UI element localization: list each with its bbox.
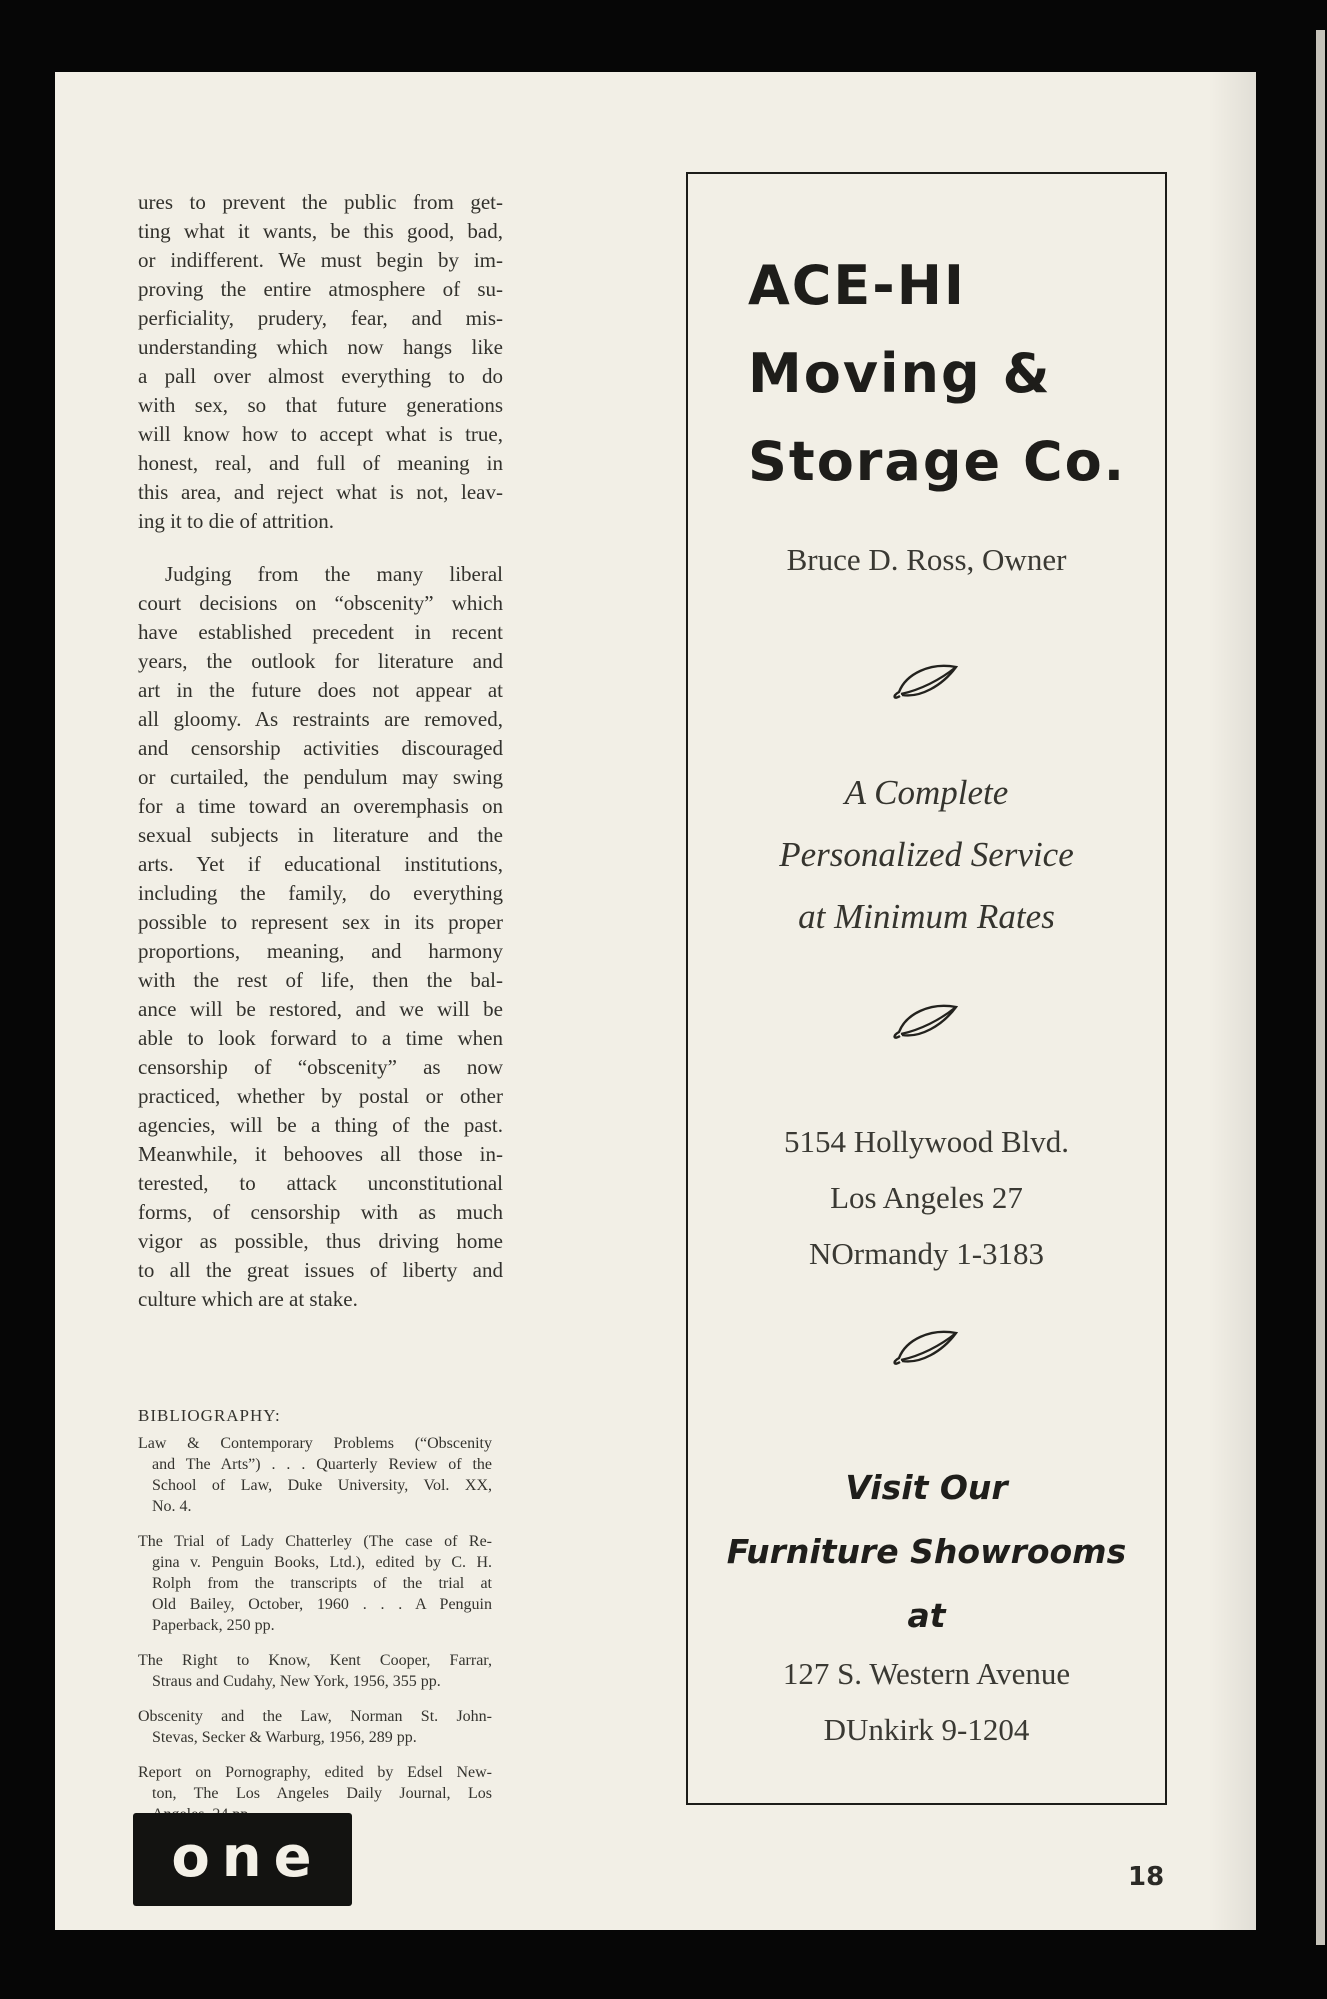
- leaf-ornament-icon: [688, 1000, 1165, 1049]
- ad-owner-line: Bruce D. Ross, Owner: [786, 542, 1067, 577]
- bibliography-entry: The Trial of Lady Chatterley (The case of Re- gina v. Penguin Books, Ltd.), edited by C. H. Rolph from the transcripts of the trial at Old Bailey, October, 1960 . . . A Penguin Paperback, 250 pp.: [138, 1533, 492, 1634]
- magazine-page: [55, 72, 1256, 1930]
- ad-title: ACE-HI Moving & Storage Co.: [748, 254, 1127, 493]
- leaf-ornament-icon: [688, 660, 1165, 709]
- ad-address-western: 127 S. Western Avenue DUnkirk 9-1204: [782, 1656, 1071, 1747]
- bibliography-entry: Law & Contemporary Problems (“Obscenity and The Arts”) . . . Quarterly Review of the School of Law, Duke University, Vol. XX, No. 4.: [138, 1435, 492, 1515]
- bibliography-entry: Obscenity and the Law, Norman St. John- Stevas, Secker & Warburg, 1956, 289 pp.: [138, 1708, 492, 1746]
- ad-showroom-invitation: Visit Our Furniture Showrooms at: [726, 1468, 1127, 1635]
- page-number: 18: [1128, 1862, 1165, 1892]
- bibliography-section: [138, 1405, 492, 1839]
- one-logo-text: one: [171, 1825, 324, 1890]
- ace-hi-advertisement: [686, 172, 1167, 1805]
- article-text-column: [138, 188, 503, 1314]
- bibliography-heading: BIBLIOGRAPHY:: [138, 1406, 281, 1425]
- bibliography-entry: Report on Pornography, edited by Edsel New- ton, The Los Angeles Daily Journal, Los: [138, 1764, 492, 1802]
- article-paragraph-2: Judging from the many liberal court decisions on “obscenity” which have established precedent in recent years, the outlook for literature and art in the future does not appear at all gloomy. As restraints are removed, and censorship activities discouraged or curtailed, the pendulum may swing for a time toward an overemphasis on sexual subjects in literature and the arts. Yet if educational institutions, including the family, do everything possible to represent sex in its proper proportions, meaning, and harmony with the rest of life, then the bal- ance will be restored, and we will be able to look forward to a time when censorship of “obscenity” as now practiced, whether by postal or other agencies, will be a thing of the past. Meanwhile, it behooves all those in- terested, to attack unconstitutional forms, of censorship with as much vigor as possible, thus driving home to all the great issues of liberty and culture which are at stake.: [138, 562, 503, 1311]
- one-magazine-logo: [133, 1813, 352, 1906]
- ad-address-hollywood: 5154 Hollywood Blvd. Los Angeles 27 NOrmandy 1-3183: [783, 1124, 1070, 1271]
- leaf-ornament-icon: [688, 1326, 1165, 1375]
- bibliography-entry: The Right to Know, Kent Cooper, Farrar, Straus and Cudahy, New York, 1956, 355 pp.: [138, 1652, 492, 1690]
- article-paragraph-1: ures to prevent the public from get- ting what it wants, be this good, bad, or indifferent. We must begin by im- proving the entire atmosphere of su- perficiality, prudery, fear, and mis- understanding which now hangs like a pall over almost everything to do with sex, so that future generations will know how to accept what is true, honest, real, and full of meaning in this area, and reject what is not, leav- ing it to die of attrition.: [138, 190, 503, 533]
- adjacent-page-edge: [1316, 30, 1325, 1945]
- ad-slogan: A Complete Personalized Service at Minimum Rates: [779, 773, 1074, 936]
